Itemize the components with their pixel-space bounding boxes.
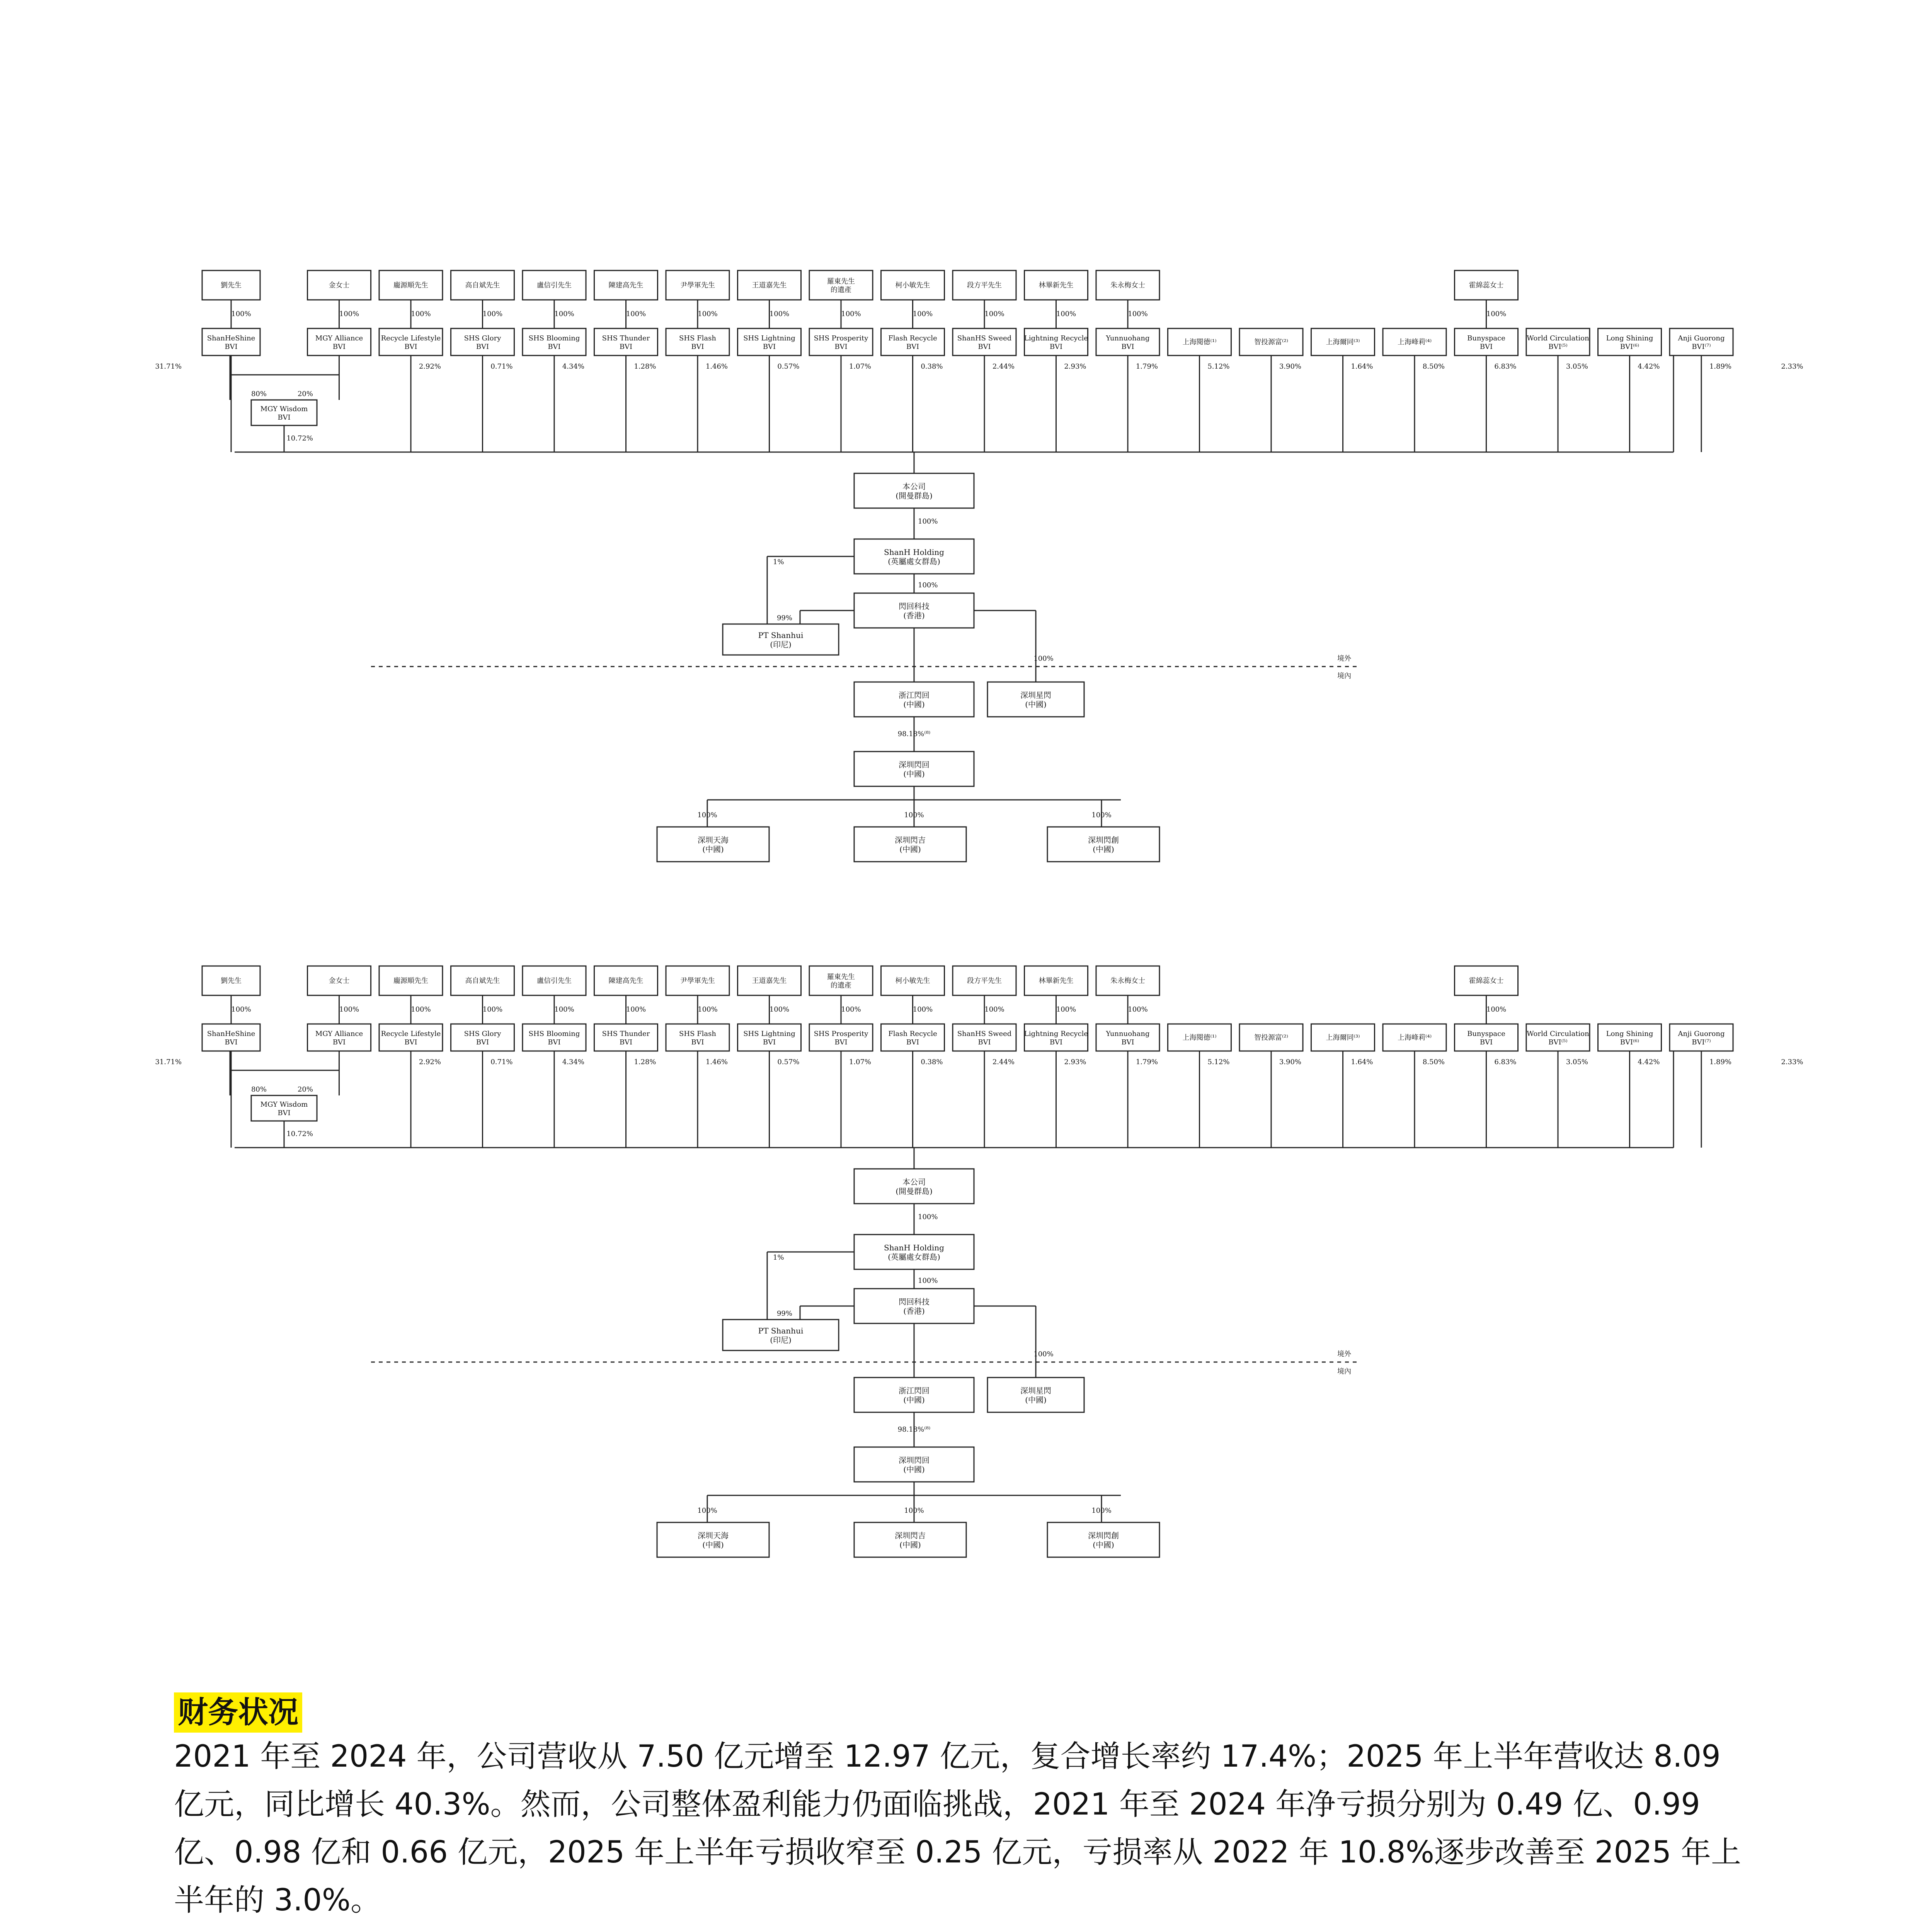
shareholder-person: 盧信引先生 [537, 281, 572, 289]
ownership-pct: 2.92% [419, 1058, 441, 1066]
shareholder-person: 王道嘉先生 [752, 977, 787, 985]
ownership-pct: 100% [769, 310, 790, 318]
ownership-pct: 2.44% [992, 362, 1015, 371]
shareholder-entity: ShanHeShine BVI [207, 334, 255, 351]
ownership-pct: 8.50% [1422, 362, 1445, 371]
shareholder-entity: Bunyspace BVI [1467, 334, 1505, 351]
ownership-pct: 20% [297, 390, 313, 398]
shareholder-person: 劉先生 [221, 281, 242, 289]
ownership-pct: 100% [554, 310, 574, 318]
ownership-pct: 100% [697, 1507, 717, 1515]
ownership-pct: 1.79% [1136, 362, 1158, 371]
shareholder-entity: SHS Thunder BVI [602, 334, 650, 351]
shareholder-entity: Anji Guorong BVI⁽⁷⁾ [1678, 334, 1725, 351]
shareholder-entity: 上海閱德⁽¹⁾ [1182, 1034, 1217, 1042]
ownership-pct: 1.28% [634, 362, 656, 371]
ownership-pct: 1.79% [1136, 1058, 1158, 1066]
shareholder-person: 霍綿蕊女士 [1469, 281, 1504, 289]
shareholder-entity: SHS Prosperity BVI [814, 1030, 868, 1046]
ownership-pct: 100% [1128, 310, 1148, 318]
ownership-pct: 100% [339, 310, 359, 318]
shareholder-person: 金女士 [329, 281, 350, 289]
border-label-inside: 境內 [1337, 672, 1351, 680]
shareholder-entity: SHS Flash BVI [679, 334, 716, 351]
ownership-pct: 6.83% [1494, 1058, 1517, 1066]
ownership-pct: 3.05% [1566, 1058, 1588, 1066]
ownership-pct: 2.93% [1064, 1058, 1086, 1066]
ownership-pct: 100% [554, 1005, 574, 1014]
ownership-pct: 2.33% [1781, 1058, 1803, 1066]
shenzhen-xingshan: 深圳星閃(中國) [1020, 1386, 1051, 1405]
shareholder-entity: SHS Glory BVI [464, 334, 501, 351]
company: 本公司(開曼群島) [896, 482, 933, 500]
shenzhen-xingshan: 深圳星閃(中國) [1020, 690, 1051, 709]
ownership-pct: 100% [339, 1005, 359, 1014]
shareholder-entity: 上海閱德⁽¹⁾ [1182, 338, 1217, 346]
ownership-pct: 0.71% [490, 362, 513, 371]
shareholder-person: 林畢新先生 [1039, 977, 1074, 985]
shareholder-entity: Flash Recycle BVI [888, 1030, 937, 1046]
shenzhen-shanhui: 深圳閃回(中國) [899, 1456, 930, 1474]
shareholder-person: 羅東先生的遺產 [827, 277, 855, 294]
shareholder-entity: ShanHS Sweed BVI [957, 1030, 1012, 1046]
paragraph-revenue: 2021 年至 2024 年，公司营收从 7.50 亿元增至 12.97 亿元，复合增长率约 17.4%；2025 年上半年营收达 8.09 亿元，同比增长 40.3%。然而，公司整体盈利能力仍面临挑战，2021 年至 2024 年净亏损分别为 0.49 亿、0.99 亿、0.98 亿和 0.66 亿元，2025 年上半年亏损收窄至 0.25 亿元，亏损率从 2022 年 10.8%逐步改善至 2025 年上半年的 3.0%。 [174, 1739, 1742, 1918]
shareholder-person: 尹學軍先生 [680, 977, 715, 985]
shareholder-person: 金女士 [329, 977, 350, 985]
shareholder-entity: SHS Thunder BVI [602, 1030, 650, 1046]
shenzhen-subsidiary: 深圳天海(中國) [698, 835, 729, 854]
ownership-pct: 100% [913, 1005, 933, 1014]
shareholder-person: 王道嘉先生 [752, 281, 787, 289]
ownership-pct: 1.07% [849, 362, 871, 371]
mgy-wisdom: MGY Wisdom BVI [260, 405, 308, 422]
shareholder-entity: World Circulation BVI⁽⁵⁾ [1527, 334, 1589, 351]
ownership-pct: 4.42% [1638, 362, 1660, 371]
ownership-pct: 1.28% [634, 1058, 656, 1066]
shareholder-entity: 智投源富⁽²⁾ [1254, 338, 1289, 346]
ownership-pct: 1% [773, 558, 784, 566]
ownership-pct: 100% [482, 1005, 503, 1014]
shenzhen-subsidiary: 深圳閃吉(中國) [895, 835, 926, 854]
ownership-pct: 1.46% [705, 1058, 728, 1066]
shareholder-entity: MGY Alliance BVI [315, 1030, 363, 1046]
ownership-pct: 100% [1056, 1005, 1076, 1014]
ownership-pct: 100% [1128, 1005, 1148, 1014]
shareholder-entity: Flash Recycle BVI [888, 334, 937, 351]
shareholder-entity: SHS Blooming BVI [528, 1030, 580, 1046]
shenzhen-subsidiary: 深圳閃創(中國) [1088, 1531, 1119, 1549]
ownership-pct: 31.71% [155, 362, 182, 371]
shareholder-person: 高自斌先生 [465, 281, 500, 289]
ownership-pct: 100% [918, 1277, 938, 1285]
shareholder-entity: SHS Lightning BVI [743, 1030, 795, 1046]
ownership-pct: 100% [698, 1005, 718, 1014]
shareholder-entity: 上海峰莉⁽⁴⁾ [1397, 338, 1432, 346]
article [174, 1692, 1743, 1932]
ownership-pct: 98.18%⁽⁸⁾ [897, 730, 931, 738]
ownership-pct: 100% [626, 1005, 646, 1014]
ownership-pct: 10.72% [286, 434, 313, 442]
border-label-outside: 境外 [1337, 1350, 1351, 1358]
ownership-pct: 1.89% [1709, 1058, 1731, 1066]
ownership-pct: 2.92% [419, 362, 441, 371]
ownership-pct: 4.34% [562, 1058, 584, 1066]
shareholder-person: 羅東先生的遺產 [827, 973, 855, 990]
ownership-pct: 100% [697, 811, 717, 819]
ownership-pct: 100% [698, 310, 718, 318]
shareholder-entity: Yunnuohang BVI [1106, 1030, 1150, 1046]
ownership-pct: 0.57% [777, 1058, 800, 1066]
ownership-pct: 0.38% [921, 1058, 943, 1066]
shareholder-person: 柯小敏先生 [895, 281, 930, 289]
ownership-pct: 100% [1091, 811, 1112, 819]
ownership-pct: 100% [984, 1005, 1004, 1014]
shareholder-entity: 上海爾同⁽³⁾ [1326, 338, 1360, 346]
shareholder-entity: Bunyspace BVI [1467, 1030, 1505, 1046]
ownership-pct: 100% [1486, 1005, 1507, 1014]
shareholding-chart-2 [0, 958, 1917, 1654]
ownership-pct: 100% [904, 1507, 924, 1515]
ownership-pct: 100% [1056, 310, 1076, 318]
ownership-pct: 6.83% [1494, 362, 1517, 371]
ownership-pct: 100% [769, 1005, 790, 1014]
shareholder-entity: Recycle Lifestyle BVI [381, 334, 441, 351]
ownership-pct: 100% [918, 1213, 938, 1221]
ownership-pct: 100% [1486, 310, 1507, 318]
ownership-pct: 1.89% [1709, 362, 1731, 371]
ownership-pct: 3.90% [1279, 362, 1301, 371]
shareholder-person: 段方平先生 [967, 281, 1002, 289]
shareholder-entity: MGY Alliance BVI [315, 334, 363, 351]
ownership-pct: 100% [231, 310, 251, 318]
ownership-pct: 100% [1033, 1350, 1054, 1358]
ownership-pct: 2.44% [992, 1058, 1015, 1066]
ownership-pct: 3.90% [1279, 1058, 1301, 1066]
shenzhen-subsidiary: 深圳閃創(中國) [1088, 835, 1119, 854]
ownership-pct: 80% [251, 1085, 267, 1094]
shareholder-person: 陳建高先生 [608, 977, 644, 985]
shareholder-entity: SHS Prosperity BVI [814, 334, 868, 351]
ownership-pct: 100% [411, 310, 431, 318]
ownership-pct: 99% [776, 1310, 793, 1318]
shareholder-person: 龐源順先生 [393, 977, 428, 985]
pt-shanhui: PT Shanhui (印尼) [758, 1326, 804, 1345]
ownership-pct: 100% [482, 310, 503, 318]
ownership-pct: 1% [773, 1253, 784, 1262]
shareholder-person: 龐源順先生 [393, 281, 428, 289]
ownership-pct: 1.64% [1351, 1058, 1373, 1066]
ownership-pct: 100% [913, 310, 933, 318]
shareholder-entity: SHS Glory BVI [464, 1030, 501, 1046]
mgy-wisdom: MGY Wisdom BVI [260, 1100, 308, 1117]
shareholder-person: 尹學軍先生 [680, 281, 715, 289]
ownership-pct: 100% [841, 1005, 861, 1014]
shareholding-chart-1 [0, 263, 1917, 958]
shareholder-entity: Lightning Recycle BVI [1024, 1030, 1088, 1046]
ownership-pct: 100% [1091, 1507, 1112, 1515]
shanh-holding: ShanH Holding (英屬處女群島) [884, 1243, 944, 1262]
shenzhen-subsidiary: 深圳天海(中國) [698, 1531, 729, 1549]
ownership-pct: 100% [1033, 655, 1054, 663]
shareholder-entity: 上海峰莉⁽⁴⁾ [1397, 1034, 1432, 1042]
shareholder-entity: Yunnuohang BVI [1106, 334, 1150, 351]
shareholder-entity: SHS Flash BVI [679, 1030, 716, 1046]
ownership-pct: 2.33% [1781, 362, 1803, 371]
shareholder-person: 林畢新先生 [1039, 281, 1074, 289]
pt-shanhui: PT Shanhui (印尼) [758, 631, 804, 649]
shareholder-person: 朱永梅女士 [1110, 977, 1145, 985]
ownership-pct: 0.71% [490, 1058, 513, 1066]
shareholder-person: 盧信引先生 [537, 977, 572, 985]
shareholder-person: 柯小敏先生 [895, 977, 930, 985]
border-label-inside: 境內 [1337, 1367, 1351, 1376]
zhejiang-shanhui: 浙江閃回(中國) [899, 1386, 930, 1405]
ownership-pct: 8.50% [1422, 1058, 1445, 1066]
ownership-pct: 5.12% [1207, 362, 1230, 371]
ownership-pct: 100% [904, 811, 924, 819]
shareholder-person: 霍綿蕊女士 [1469, 977, 1504, 985]
shareholder-person: 高自斌先生 [465, 977, 500, 985]
shenzhen-shanhui: 深圳閃回(中國) [899, 760, 930, 779]
ownership-pct: 1.46% [705, 362, 728, 371]
zhejiang-shanhui: 浙江閃回(中國) [899, 690, 930, 709]
shareholder-person: 段方平先生 [967, 977, 1002, 985]
shareholder-person: 朱永梅女士 [1110, 281, 1145, 289]
ownership-pct: 20% [297, 1085, 313, 1094]
ownership-pct: 1.07% [849, 1058, 871, 1066]
shenzhen-subsidiary: 深圳閃吉(中國) [895, 1531, 926, 1549]
ownership-pct: 100% [626, 310, 646, 318]
hk-subsidiary: 閃回科技(香港) [899, 1297, 930, 1316]
ownership-pct: 98.18%⁽⁸⁾ [897, 1425, 931, 1434]
shareholder-entity: Lightning Recycle BVI [1024, 334, 1088, 351]
company: 本公司(開曼群島) [896, 1177, 933, 1196]
shareholder-entity: Long Shining BVI⁽⁶⁾ [1606, 334, 1653, 351]
border-label-outside: 境外 [1337, 655, 1351, 663]
section-heading: 财务状况 [174, 1692, 302, 1733]
shareholder-entity: 智投源富⁽²⁾ [1254, 1034, 1289, 1042]
hk-subsidiary: 閃回科技(香港) [899, 602, 930, 620]
shareholder-entity: Long Shining BVI⁽⁶⁾ [1606, 1030, 1653, 1046]
shareholder-entity: World Circulation BVI⁽⁵⁾ [1527, 1030, 1589, 1046]
ownership-pct: 4.34% [562, 362, 584, 371]
shareholder-entity: Anji Guorong BVI⁽⁷⁾ [1678, 1030, 1725, 1046]
shanh-holding: ShanH Holding (英屬處女群島) [884, 548, 944, 566]
ownership-pct: 100% [411, 1005, 431, 1014]
ownership-pct: 3.05% [1566, 362, 1588, 371]
ownership-pct: 5.12% [1207, 1058, 1230, 1066]
ownership-pct: 2.93% [1064, 362, 1086, 371]
shareholder-person: 陳建高先生 [608, 281, 644, 289]
shareholder-entity: SHS Lightning BVI [743, 334, 795, 351]
ownership-pct: 100% [984, 310, 1004, 318]
shareholder-person: 劉先生 [221, 977, 242, 985]
ownership-pct: 100% [231, 1005, 251, 1014]
ownership-pct: 0.38% [921, 362, 943, 371]
ownership-pct: 100% [918, 517, 938, 526]
ownership-pct: 80% [251, 390, 267, 398]
ownership-pct: 31.71% [155, 1058, 182, 1066]
ownership-pct: 100% [841, 310, 861, 318]
shareholder-entity: SHS Blooming BVI [528, 334, 580, 351]
shareholder-entity: Recycle Lifestyle BVI [381, 1030, 441, 1046]
ownership-pct: 0.57% [777, 362, 800, 371]
ownership-pct: 100% [918, 581, 938, 589]
ownership-pct: 99% [776, 614, 793, 622]
ownership-pct: 4.42% [1638, 1058, 1660, 1066]
ownership-pct: 10.72% [286, 1130, 313, 1138]
ownership-pct: 1.64% [1351, 362, 1373, 371]
shareholder-entity: ShanHeShine BVI [207, 1030, 255, 1046]
shareholder-entity: 上海爾同⁽³⁾ [1326, 1034, 1360, 1042]
shareholder-entity: ShanHS Sweed BVI [957, 334, 1012, 351]
